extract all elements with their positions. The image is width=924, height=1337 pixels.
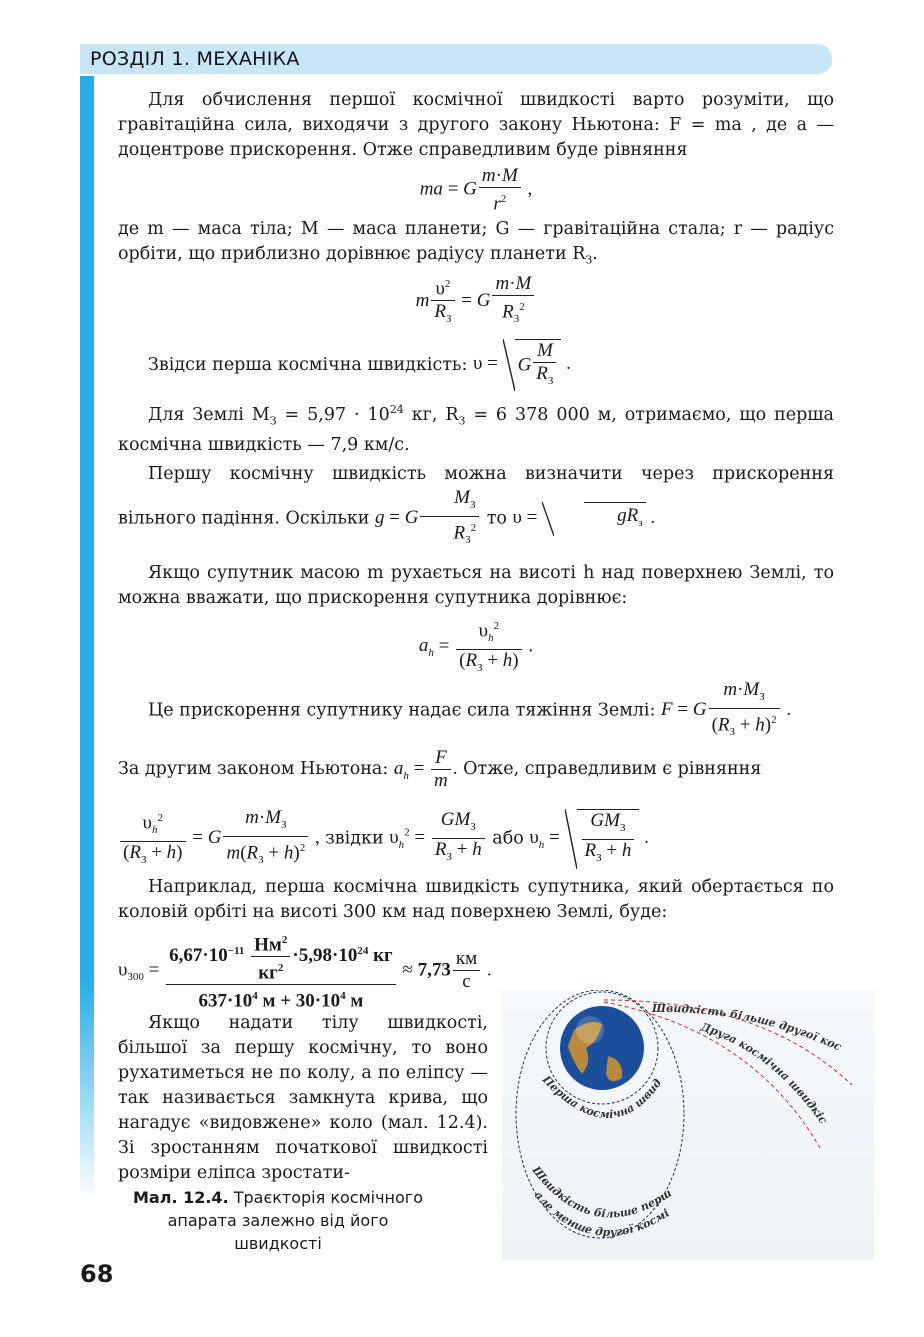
label-second-speed: Друга космічна швидкіс [699, 1020, 830, 1127]
formula-ah: $a_h$ = $\frac{\upsilon_h^2}{(R_З + h)}$ . [118, 615, 834, 679]
section-title: РОЗДІЛ 1. МЕХАНІКА [90, 48, 300, 70]
label-below-second: але менше другої космі [531, 1188, 672, 1239]
formula-mv: m $\frac{\upsilon^2}{R_З}$ = G $\frac{m\cdot M}{R_З^2}$ [118, 273, 834, 327]
paragraph-8: За другим законом Ньютона: $a_h$ = $\frac{F}{m}$ . Отже, справедливим є рівняння [118, 746, 762, 791]
section-header [80, 44, 832, 74]
formula-ma: ma = G $\frac{m\cdot M}{r^2}$ , [419, 165, 533, 215]
paragraph-4: Для Землі $M_З = 5,97 \cdot 10^{24}$ кг, $R_З = 6$ 378 000 м, отримаємо, що перша космічна швидкість — 7,9 км/с. [118, 402, 834, 455]
paragraph-2: де m — маса тіла; M — маса планети; G — гравітаційна стала; r — радіус орбіти, що приблизно дорівнює радіусу планети $R_З$. [118, 219, 834, 267]
paragraph-6: Якщо супутник масою m рухається на висоті h над поверхнею Землі, то можна вважати, що прискорення супутника дорівнює: [118, 562, 834, 608]
figure-caption-label: Мал. 12.4. [133, 1188, 229, 1207]
label-beyond-second: Швидкість більше другої кос [651, 1001, 844, 1054]
paragraph-11: Якщо надати тілу швидкості, більшої за першу космічну, то воно рухатиметься не по колу, а по еліпсу — так називається замкнута крива, що нагадує «видовжене» коло (мал. 12.4). Зі зростанням початкової швидкості розміри еліпса зростати- [118, 1012, 488, 1183]
earth-icon [560, 1006, 644, 1090]
paragraph-9: $\frac{\upsilon_h^2}{(R_З + h)}$ = G $\frac{m\cdot M_З}{m(R_З + h)^2}$ , звідки $\upsilon_h^2$ = $\frac{GM_З}{R_З + h}$ або $\upsilon_h$ = $\frac{GM_З}{R_З + h}$ . [118, 807, 834, 865]
paragraph-1: Для обчислення першої космічної швидкості варто розуміти, що гравітаційна сила, виходячи з другого закону Ньютона: F = ma , де a — доцентрове прискорення. Отже справедливим буде рівняння [118, 90, 834, 160]
paragraph-5: Першу космічну швидкість можна визначити через прискорення вільного падіння. Оскільки g = G $\frac{M_З}{R_З^2}$ то $\upsilon = gR_з$ . [118, 463, 834, 546]
label-first-speed: Перша космічна швид [539, 1073, 665, 1122]
sidebar-bar-fade [80, 981, 94, 1201]
page-number: 68 [80, 1260, 114, 1288]
figure-caption [128, 1186, 428, 1255]
paragraph-3: Звідси перша космічна швидкість: υ = G $\frac{M}{R_З}$ . [118, 339, 834, 389]
figure-caption-text: Траєкторія космічного апарата залежно від його швидкості [167, 1188, 423, 1253]
formula-v300: $\upsilon_{300}$ = $6,67\cdot 10^{-11}$ $\frac{Нм^2}{кг^2}$ $\cdot 5,98\cdot 10^{24}$ кг $637\cdot 10^4$ $м + 30\cdot 10^4$ м ≈ 7,73 $\frac{км}{с}$ . [118, 929, 834, 1005]
orbit-diagram [502, 990, 874, 1260]
orbit-figure [502, 990, 874, 1260]
sidebar-bar [80, 76, 94, 981]
label-beyond-first: Швидкість більше перш [529, 1163, 675, 1221]
paragraph-7: Це прискорення супутнику надає сила тяжіння Землі: F = G $\frac{m\cdot M_З}{(R_З + h)^2}$ . [148, 678, 792, 738]
paragraph-10: Наприклад, перша космічна швидкість супутника, який обертається по коловій орбіті на висоті 300 км над поверхнею Землі, буде: [118, 876, 834, 922]
